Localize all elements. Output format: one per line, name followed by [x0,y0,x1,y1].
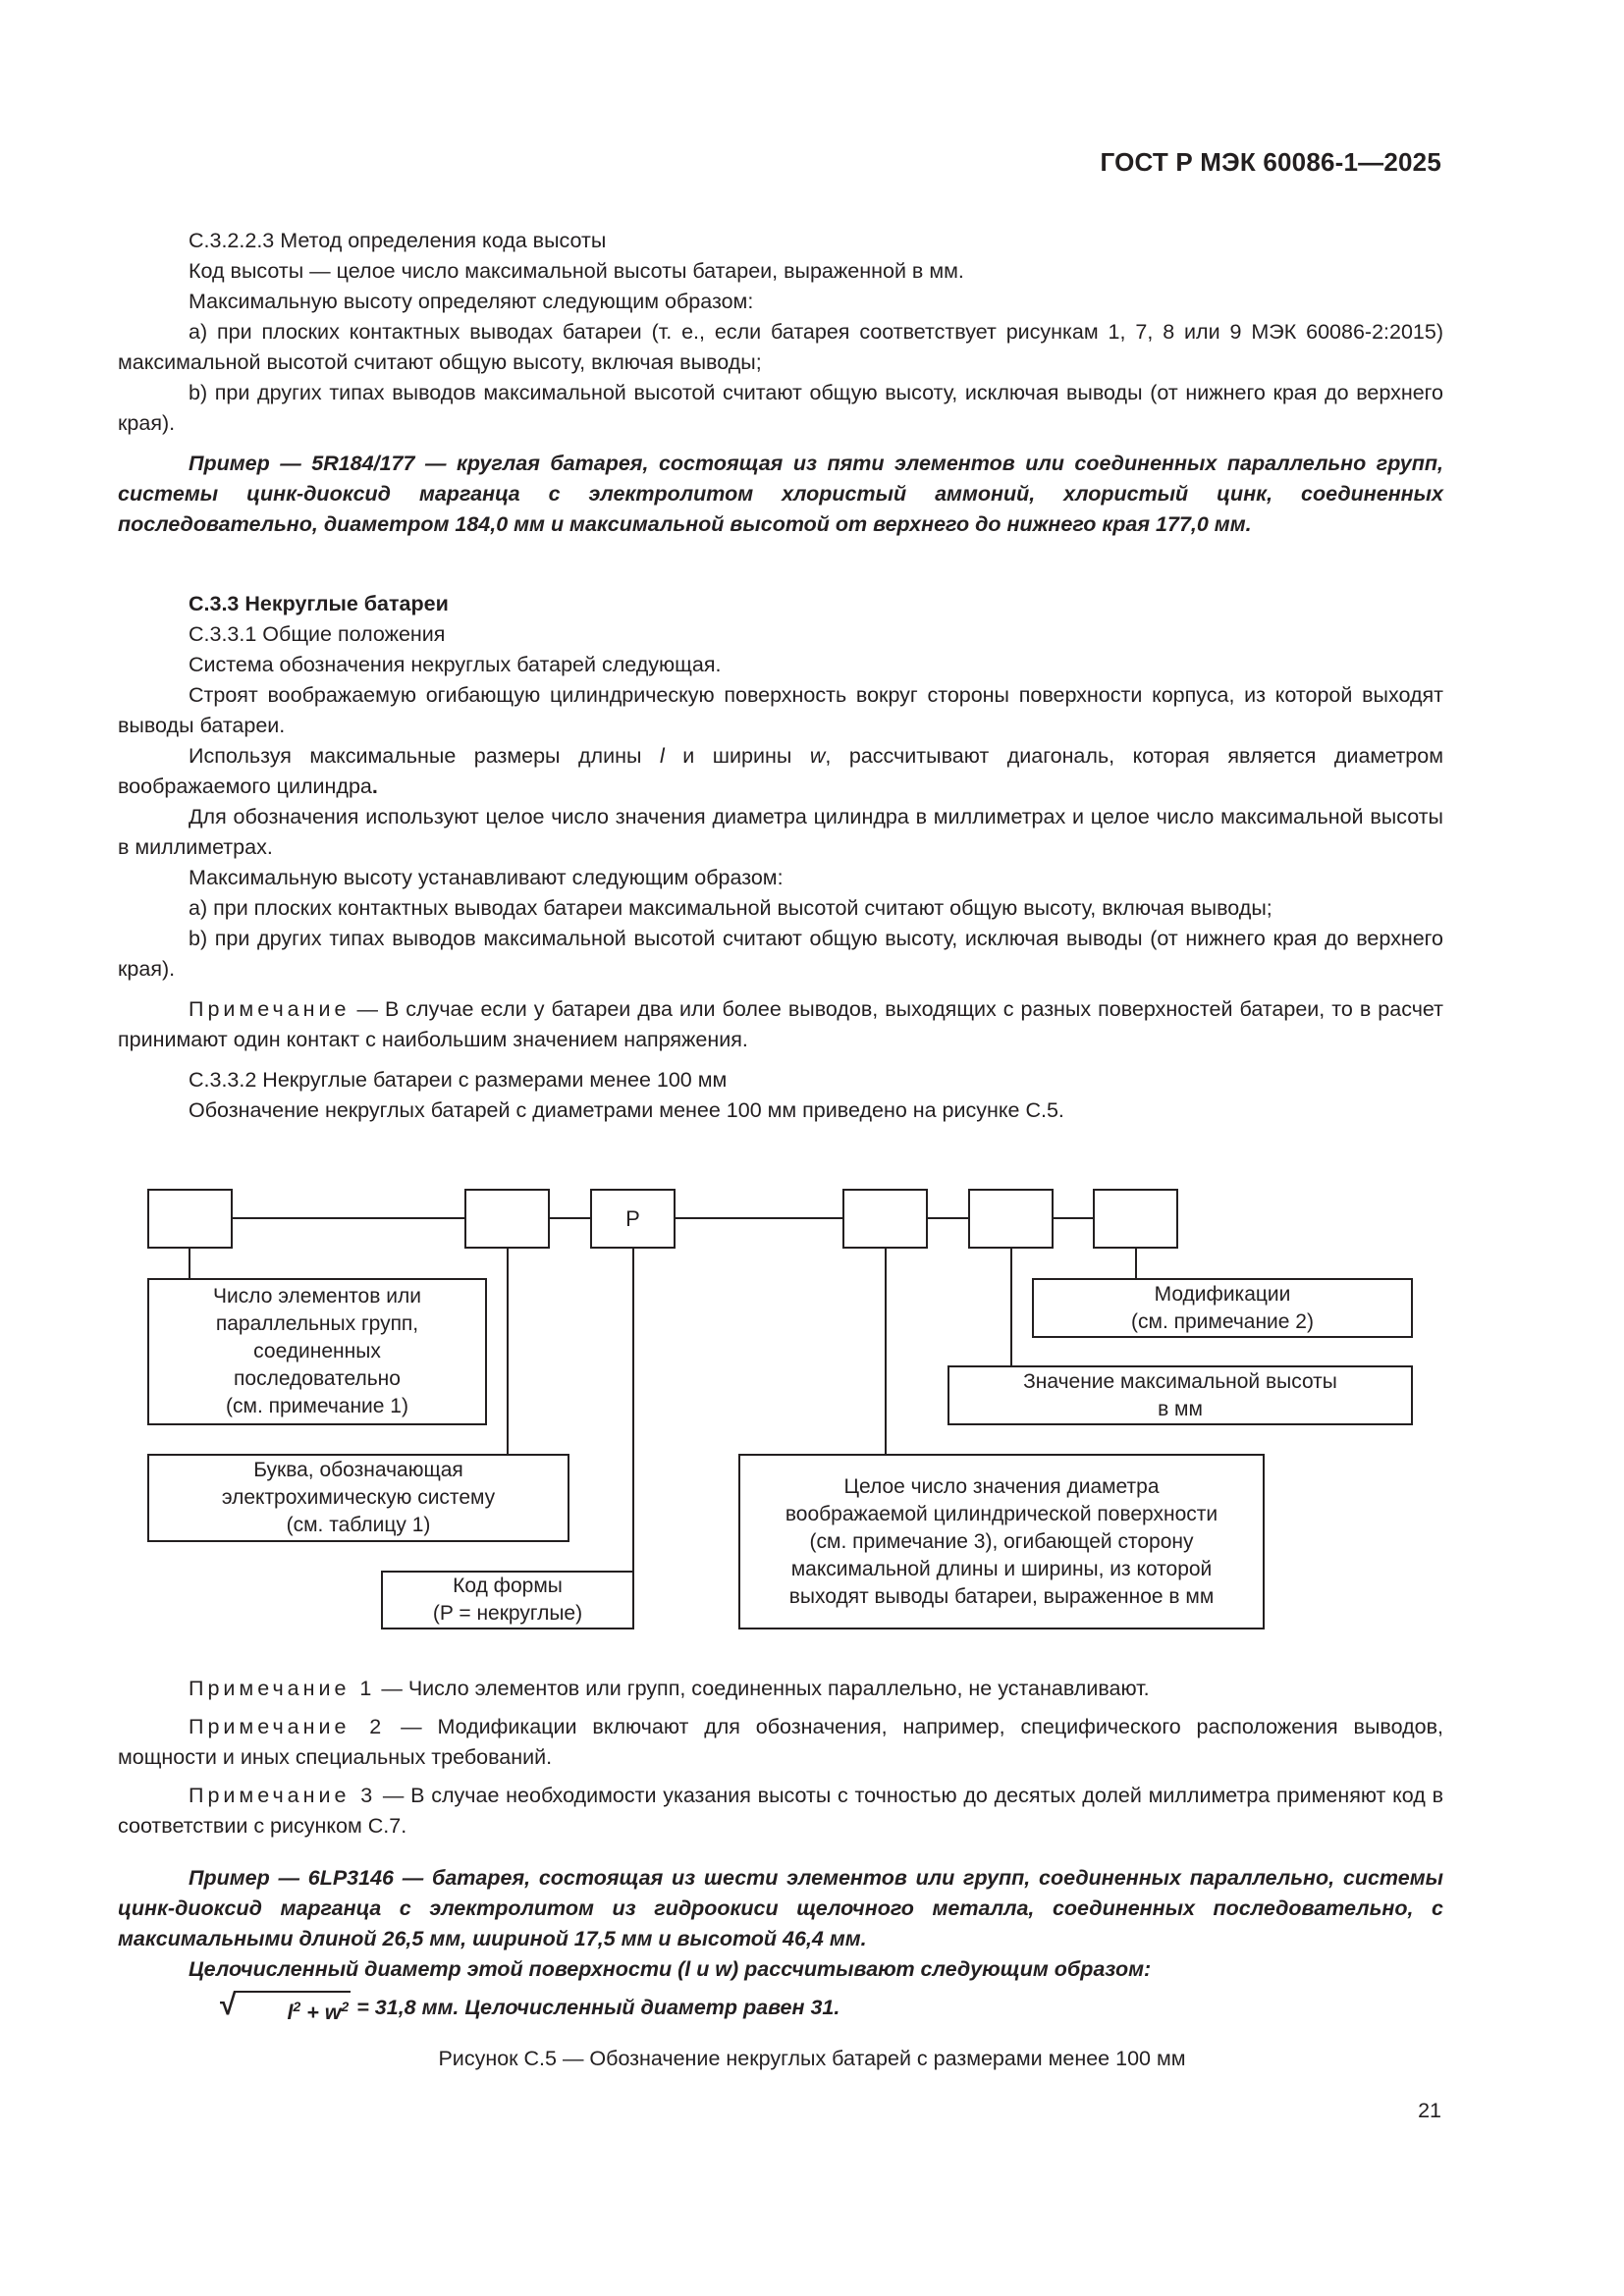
connector-line [675,1217,843,1219]
label-line: Код формы [453,1575,563,1597]
label-shape-code [381,1571,634,1629]
paragraph: Для обозначения используют целое число значения диаметра цилиндра в миллиметрах и целое число максимальной высоты в миллиметрах. [118,805,1443,859]
exponent: 2 [293,1999,301,2014]
formula-line [118,1991,1443,2026]
connector-line [1053,1217,1094,1219]
label-line: (P = некруглые) [432,1602,583,1625]
connector-line [928,1217,969,1219]
text-run: Используя максимальные размеры длины [189,744,660,768]
example-calculation-line: Целочисленный диаметр этой поверхности (l и w) рассчитывают следующим образом: [189,1957,1152,1981]
label-line: выходят выводы батареи, выраженное в мм [788,1584,1215,1608]
label-line: Буква, обозначающая [253,1459,463,1481]
label-line: в мм [1158,1397,1203,1420]
paragraph [118,741,1443,802]
label-line: электрохимическую систему [221,1486,496,1509]
label-line: Значение максимальной высоты [1023,1369,1337,1393]
label-line: (см. примечание 2) [1131,1309,1314,1333]
page-number: 21 [1418,2099,1441,2122]
section-heading: С.3.2.2.3 Метод определения кода высоты [189,229,607,252]
paragraph: Максимальную высоту определяют следующим образом: [189,290,754,313]
list-item-a: a) при плоских контактных выводах батареи (т. е., если батарея соответствует рисункам 1, 7, 8 или 9 МЭК 60086-2:2015) максимальной высотой считают общую высоту, включая выводы; [118,320,1443,374]
label-modifications [1032,1278,1413,1338]
label-max-height [947,1365,1413,1425]
text-run: . [371,774,378,798]
formula-result: = 31,8 мм. Целочисленный диаметр равен 31. [351,1996,840,2019]
note-text: — Число элементов или групп, соединенных параллельно, не устанавливают. [375,1677,1150,1700]
connector-line [885,1248,887,1454]
note-paragraph [118,994,1443,1055]
label-line: воображаемой цилиндрической поверхности [785,1502,1218,1525]
section-c33 [118,589,1443,1126]
figure-caption: Рисунок С.5 — Обозначение некруглых батарей с размерами менее 100 мм [438,2047,1186,2070]
exponent: 2 [341,1999,350,2014]
connector-line [1010,1248,1012,1365]
connector-line [507,1248,509,1454]
paragraph: Код высоты — целое число максимальной высоты батареи, выраженной в мм. [189,259,964,283]
variable-l: l [659,744,665,768]
text-run: , рассчитывают диагональ, которая является диаметром воображаемого цилиндра [118,744,1444,798]
connector-line [189,1248,190,1278]
label-line: Модификации [1154,1282,1291,1306]
label-cells-count [147,1278,487,1425]
variable-w: w [809,744,826,768]
label-diameter [738,1454,1265,1629]
radicand [234,1991,351,2026]
figure-notes [118,1674,1443,2026]
label-line: Число элементов или [213,1285,421,1308]
label-line: (см. примечание 1) [226,1395,408,1417]
formula [169,1991,351,2026]
label-line: Целое число значения диаметра [843,1474,1160,1498]
variable-w: w [324,2001,342,2024]
connector-line [632,1248,634,1571]
subsection-heading: С.3.3.1 Общие положения [189,622,446,646]
label-line: (см. таблицу 1) [286,1514,431,1536]
label-line: максимальной длины и ширины, из которой [790,1557,1213,1580]
paragraph: Максимальную высоту устанавливают следующим образом: [189,866,784,889]
text-run: и ширины [664,744,810,768]
label-line: параллельных групп, [215,1312,419,1335]
note-text: — Модификации включают для обозначения, например, специфического расположения выводов, мощности и иных специальных требований. [118,1715,1443,1769]
note-2 [118,1712,1443,1773]
note-1 [118,1674,1443,1704]
list-item-a: a) при плоских контактных выводах батареи максимальной высотой считают общую высоту, включая выводы; [189,896,1272,920]
label-line: последовательно [234,1367,401,1390]
note-label: Примечание 2 [189,1715,386,1738]
connector-line [1135,1248,1137,1278]
connector-line [232,1217,465,1219]
document-code-header: ГОСТ Р МЭК 60086-1—2025 [1100,147,1441,177]
code-box-cells [147,1189,233,1249]
example-paragraph: Пример — 6LP3146 — батарея, состоящая из шести элементов или групп, соединенных параллельно, системы цинк-диоксид марганца с электролитом из гидроокиси щелочного металла, соединенных последовательно, с максимальными длиной 26,5 мм, шириной 17,5 мм и высотой 46,4 мм. [118,1866,1443,1950]
note-label: Примечание [189,997,351,1021]
list-item-b: b) при других типах выводов максимальной высотой считают общую высоту, исключая выводы (от нижнего края до верхнего края). [118,381,1443,435]
label-line: (см. примечание 3), огибающей сторону [809,1529,1194,1553]
note-label: Примечание 1 [189,1677,376,1700]
code-box-modifications [1093,1189,1178,1249]
note-3 [118,1781,1443,1842]
code-box-height [968,1189,1054,1249]
connector-line [549,1217,591,1219]
code-box-system-letter [464,1189,550,1249]
paragraph: Система обозначения некруглых батарей следующая. [189,653,722,676]
plus-sign: + [300,2001,325,2024]
section-c3223 [118,226,1443,540]
note-text: — В случае если у батареи два или более выводов, выходящих с разных поверхностей батареи, то в расчет принимают один контакт с наибольшим значением напряжения. [118,997,1443,1051]
code-box-shape: P [590,1189,676,1249]
square-root-icon: √ [220,1989,237,2021]
paragraph: Обозначение некруглых батарей с диаметрами менее 100 мм приведено на рисунке С.5. [189,1098,1064,1122]
note-text: — В случае необходимости указания высоты с точностью до десятых долей миллиметра применяют код в соответствии с рисунком С.7. [118,1784,1443,1838]
note-label: Примечание 3 [189,1784,377,1807]
variable-l: l [287,2001,294,2024]
example-paragraph: Пример — 5R184/177 — круглая батарея, состоящая из пяти элементов или соединенных параллельно групп, системы цинк-диоксид марганца с электролитом хлористый аммоний, хлористый цинк, соединенных последовательно, диаметром 184,0 мм и максимальной высотой от верхнего до нижнего края 177,0 мм. [118,452,1443,536]
code-box-diameter [842,1189,928,1249]
label-line: соединенных [253,1340,381,1362]
section-heading: С.3.3 Некруглые батареи [189,592,449,615]
subsection-heading: С.3.3.2 Некруглые батареи с размерами менее 100 мм [189,1068,728,1092]
list-item-b: b) при других типах выводов максимальной высотой считают общую высоту, исключая выводы (от нижнего края до верхнего края). [118,927,1443,981]
paragraph: Строят воображаемую огибающую цилиндрическую поверхность вокруг стороны поверхности корпуса, из которой выходят выводы батареи. [118,683,1443,737]
label-system-letter [147,1454,569,1542]
